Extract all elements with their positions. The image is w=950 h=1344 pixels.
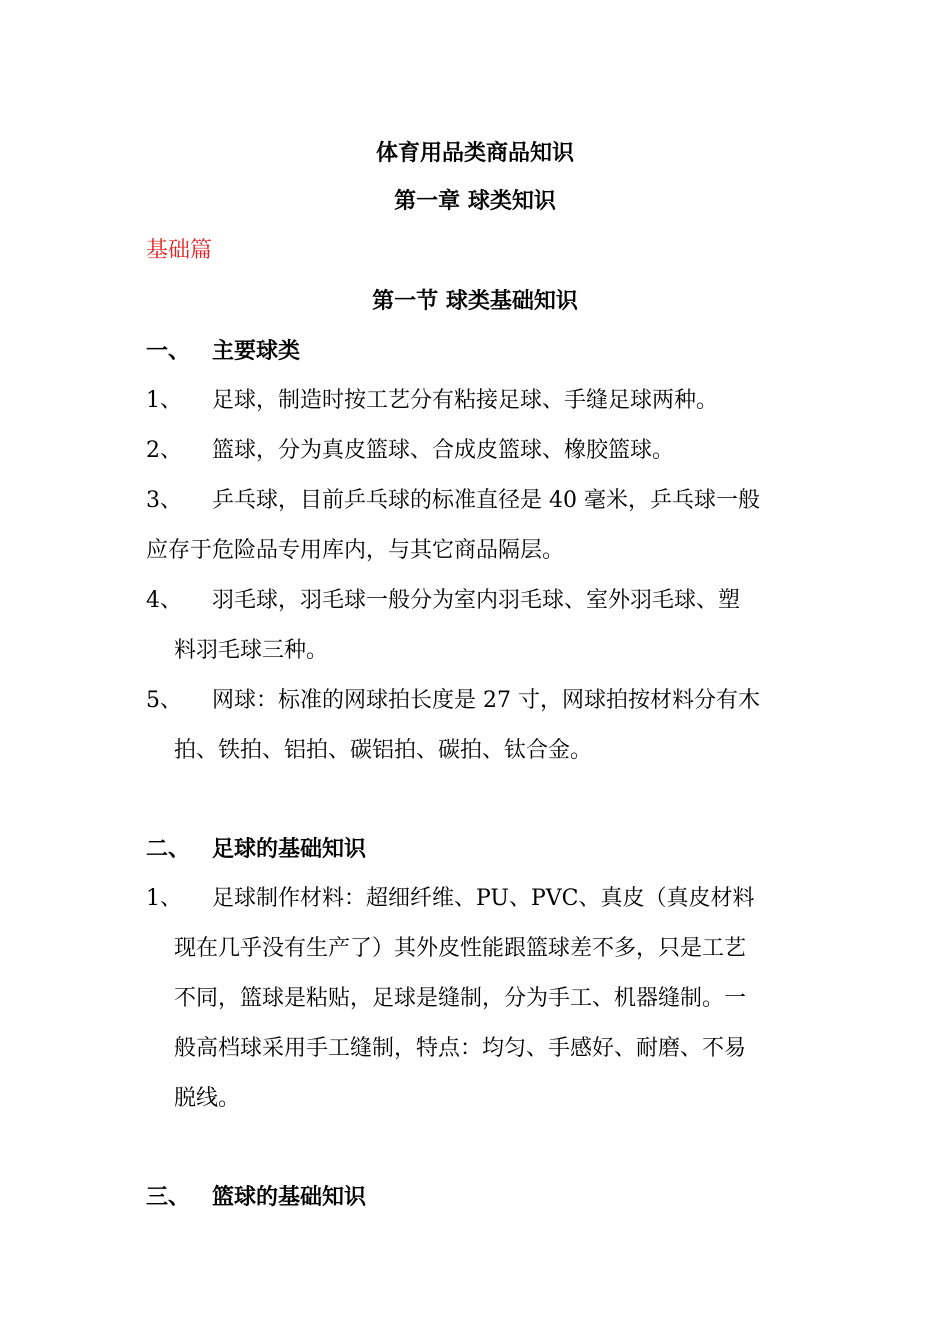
list-item-text: 般高档球采用手工缝制，特点：均匀、手感好、耐磨、不易 [174, 1036, 747, 1061]
list-item-number: 5、 [146, 688, 182, 713]
list-item-number: 2、 [146, 438, 182, 463]
list-item-text: 拍、铁拍、铝拍、碳铝拍、碳拍、钛合金。 [174, 738, 593, 763]
list-item-number: 4、 [146, 588, 182, 613]
document-title: 体育用品类商品知识 [375, 140, 574, 166]
list-item-text: 脱线。 [174, 1086, 241, 1111]
list-item-text: 足球，制造时按工艺分有粘接足球、手缝足球两种。 [212, 388, 719, 413]
list-item-number: 1、 [146, 886, 182, 911]
list-item-text: 料羽毛球三种。 [174, 638, 329, 663]
list-item-text: 羽毛球，羽毛球一般分为室内羽毛球、室外羽毛球、塑 [212, 588, 741, 613]
list-item-number: 1、 [146, 388, 182, 413]
list-item-number: 3、 [146, 488, 182, 513]
basics-label: 基础篇 [146, 238, 213, 263]
section-number: 三、 [146, 1184, 191, 1210]
list-item-text: 足球制作材料：超细纤维、PU、PVC、真皮（真皮材料 [212, 886, 755, 911]
section-title: 第一节 球类基础知识 [372, 288, 578, 314]
list-item-text: 应存于危险品专用库内，与其它商品隔层。 [146, 538, 565, 563]
section-number: 一、 [146, 338, 191, 364]
list-item-text: 网球：标准的网球拍长度是 27 寸，网球拍按材料分有木 [212, 688, 760, 713]
list-item-text: 乒乓球，目前乒乓球的标准直径是 40 毫米，乒乓球一般 [212, 488, 760, 513]
list-item-text: 不同，篮球是粘贴，足球是缝制，分为手工、机器缝制。一 [174, 986, 747, 1011]
list-item-text: 篮球，分为真皮篮球、合成皮篮球、橡胶篮球。 [212, 438, 675, 463]
section-heading-text: 主要球类 [212, 338, 301, 364]
section-number: 二、 [146, 836, 191, 862]
chapter-title: 第一章 球类知识 [394, 188, 556, 214]
list-item-text: 现在几乎没有生产了）其外皮性能跟篮球差不多，只是工艺 [174, 936, 747, 961]
section-heading-text: 篮球的基础知识 [212, 1184, 367, 1210]
section-heading-text: 足球的基础知识 [212, 836, 367, 862]
